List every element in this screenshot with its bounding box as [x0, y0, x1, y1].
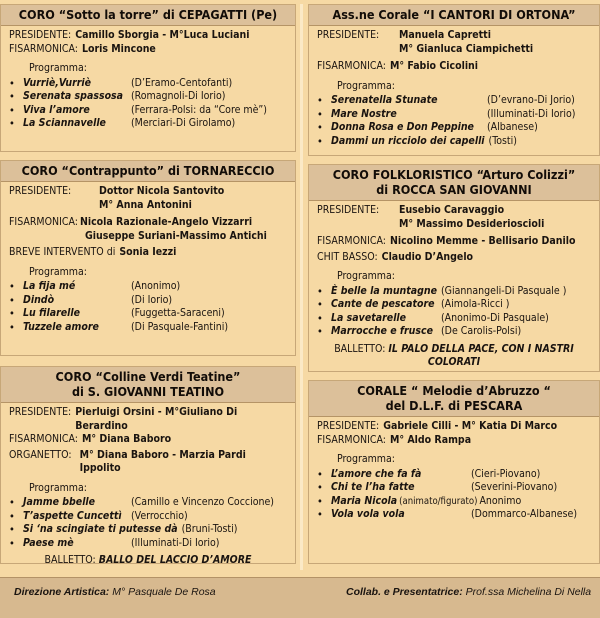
song-item: • T’aspette Cuncettì (Verrocchio) — [9, 509, 188, 523]
bullet-icon: • — [317, 107, 323, 121]
bullet-icon: • — [9, 523, 15, 536]
song-list — [317, 285, 591, 339]
role-value: Dottor Nicola Santovito — [99, 185, 225, 197]
song-item: • L’amore che fa fà (Cieri-Piovano) — [317, 467, 541, 481]
bullet-icon: • — [9, 117, 15, 130]
song-item: • Vurriè,Vurriè (D’Eramo-Centofanti) — [9, 76, 233, 90]
song-item: • Viva l’amore (Ferrara-Polsi: da “Core mè”) — [9, 103, 267, 117]
bullet-icon: • — [9, 280, 15, 293]
song-item: • Vola vola vola (Dommarco-Albanese) — [317, 508, 578, 521]
programma-heading: Programma: — [337, 270, 395, 282]
song-item: • Mare Nostre (Illuminati-Di Iorio) — [317, 107, 576, 121]
role-label: PRESIDENTE: — [9, 406, 72, 418]
bullet-icon: • — [317, 467, 323, 481]
song-list — [9, 496, 287, 550]
ballet-line: BALLETTO: IL PALO DELLA PACE, CON I NASTRI COLORATI — [334, 342, 574, 368]
role-label: PRESIDENTE: — [9, 185, 72, 197]
section-header: Ass.ne Corale “I CANTORI DI ORTONA” — [309, 5, 599, 26]
bullet-icon: • — [317, 134, 323, 148]
section-header: CORALE “ Melodie d’Abruzzo “ del D.L.F. di PESCARA — [309, 381, 599, 417]
role-value: M° Aldo Rampa — [389, 433, 472, 446]
choir-section-tornareccio — [0, 160, 296, 356]
song-item: • La savetarelle (Anonimo-Di Pasquale) — [317, 311, 549, 325]
bullet-icon: • — [9, 90, 15, 103]
role-label: PRESIDENTE: — [9, 29, 72, 41]
section-header: CORO “Sotto la torre” di CEPAGATTI (Pe) — [1, 5, 295, 26]
role-label: FISARMONICA: — [317, 433, 386, 446]
song-item: • Serenata spassosa (Romagnoli-Di Iorio) — [9, 90, 226, 103]
role-value: Manuela Capretti — [399, 29, 491, 41]
programma-heading: Programma: — [337, 453, 395, 465]
section-header: CORO “Contrappunto” di TORNARECCIO — [1, 161, 295, 182]
role-value: Pierluigi Orsini - M°Giuliano Di Berardino — [75, 406, 238, 432]
bullet-icon: • — [317, 508, 323, 521]
bullet-icon: • — [317, 284, 323, 298]
role-value: Nicola Razionale-Angelo Vizzarri — [79, 216, 253, 228]
role-label: FISARMONICA: — [9, 216, 78, 228]
footer-credits — [0, 577, 600, 618]
bullet-icon: • — [317, 121, 323, 134]
choir-section-ortona — [308, 4, 600, 156]
bullet-icon: • — [317, 311, 323, 325]
song-item: • Tuzzele amore (Di Pasquale-Fantini) — [9, 320, 229, 334]
bullet-icon: • — [9, 509, 15, 523]
bullet-icon: • — [9, 293, 15, 307]
role-value: Loris Mincone — [81, 42, 156, 55]
song-item: • Dindò (Di Iorio) — [9, 293, 173, 307]
right-column — [308, 0, 600, 564]
song-item: • La Sciannavelle (Merciari-Di Girolamo) — [9, 117, 236, 130]
artistic-direction: Direzione Artistica: M° Pasquale De Rosa — [14, 586, 216, 598]
song-item: • Serenatella Stunate (D’evrano-Di Jorio) — [317, 94, 575, 107]
role-value-extra: M° Massimo Desiderioscioli — [399, 217, 545, 230]
song-list — [9, 77, 287, 131]
song-item: • Dammi un ricciolo dei capelli (Tosti) — [317, 134, 517, 148]
role-label: CHIT BASSO: — [317, 250, 378, 263]
section-header: CORO “Colline Verdi Teatine” di S. GIOVANNI TEATINO — [1, 367, 295, 403]
role-label: FISARMONICA: — [9, 42, 78, 55]
bullet-icon: • — [9, 320, 15, 334]
song-item: • Paese mè (Illuminati-Di Iorio) — [9, 536, 220, 550]
ballet-line: BALLETTO: BALLO DEL LACCIO D’AMORE — [44, 554, 252, 566]
song-item: • Chi te l’ha fatte (Severini-Piovano) — [317, 481, 558, 494]
role-label: PRESIDENTE: — [317, 420, 380, 432]
bullet-icon: • — [317, 481, 323, 494]
role-value: Claudio D’Angelo — [381, 250, 474, 263]
role-label: BREVE INTERVENTO di — [9, 246, 116, 258]
bullet-icon: • — [317, 94, 323, 107]
choir-section-san-giovanni-teatino — [0, 366, 296, 564]
bullet-icon: • — [9, 496, 15, 509]
choir-section-cepagatti — [0, 4, 296, 152]
song-item: • La fija mé (Anonimo) — [9, 280, 181, 293]
role-value: Gabriele Cilli - M° Katia Di Marco — [383, 420, 558, 432]
role-label: PRESIDENTE: — [317, 29, 380, 41]
song-item: • Maria Nicola (animato/figurato) Anonimo — [317, 494, 522, 508]
song-item: • Marrocche e frusce (De Carolis-Polsi) — [317, 325, 522, 338]
bullet-icon: • — [9, 307, 15, 320]
programma-heading: Programma: — [337, 79, 395, 92]
role-label: PRESIDENTE: — [317, 204, 380, 216]
role-value-extra: M° Anna Antonini — [99, 198, 192, 211]
left-column — [0, 0, 296, 564]
role-value: Eusebio Caravaggio — [399, 204, 505, 216]
column-divider — [300, 4, 303, 570]
choir-section-rocca-san-giovanni — [308, 164, 600, 372]
bullet-icon: • — [9, 76, 15, 90]
song-list — [317, 94, 591, 148]
bullet-icon: • — [317, 325, 323, 338]
programma-heading: Programma: — [29, 265, 87, 278]
role-value: M° Fabio Cicolini — [389, 60, 479, 72]
song-item: • È belle la muntagne (Giannangeli-Di Pasquale ) — [317, 284, 567, 298]
bullet-icon: • — [317, 298, 323, 311]
role-value: Sonia Iezzi — [119, 246, 177, 258]
role-value: M° Diana Baboro - Marzia Pardi Ippolito — [79, 448, 246, 474]
presenter-credit: Collab. e Presentatrice: Prof.ssa Michelina Di Nella — [346, 586, 592, 598]
bullet-icon: • — [9, 103, 15, 117]
role-label: FISARMONICA: — [317, 235, 386, 247]
role-value: M° Diana Baboro — [81, 433, 172, 445]
role-label: FISARMONICA: — [9, 433, 78, 445]
bullet-icon: • — [317, 494, 323, 508]
role-label: ORGANETTO: — [9, 448, 72, 461]
role-value: Camillo Sborgia - M°Luca Luciani — [75, 29, 250, 41]
choir-section-pescara — [308, 380, 600, 564]
section-header: CORO FOLKLORISTICO “Arturo Colizzi” di ROCCA SAN GIOVANNI — [309, 165, 599, 201]
role-value: Nicolino Memme - Bellisario Danilo — [389, 235, 576, 247]
bullet-icon: • — [9, 536, 15, 550]
song-item: • Cante de pescatore (Aimola-Ricci ) — [317, 298, 510, 311]
song-item: • Si ‘na scingiate ti putesse dà (Bruni-Tosti) — [9, 523, 238, 536]
song-item: • Jamme bbelle (Camillo e Vincenzo Coccione) — [9, 496, 274, 509]
song-item: • Donna Rosa e Don Peppine (Albanese) — [317, 121, 538, 134]
programma-heading: Programma: — [29, 62, 87, 74]
song-item: • Lu filarelle (Fuggetta-Saraceni) — [9, 307, 225, 320]
song-list — [317, 468, 591, 522]
role-value-extra: Giuseppe Suriani-Massimo Antichi — [85, 229, 267, 242]
song-list — [9, 280, 287, 334]
programma-heading: Programma: — [29, 481, 87, 494]
role-value-extra: M° Gianluca Ciampichetti — [399, 42, 534, 55]
role-label: FISARMONICA: — [317, 60, 386, 72]
